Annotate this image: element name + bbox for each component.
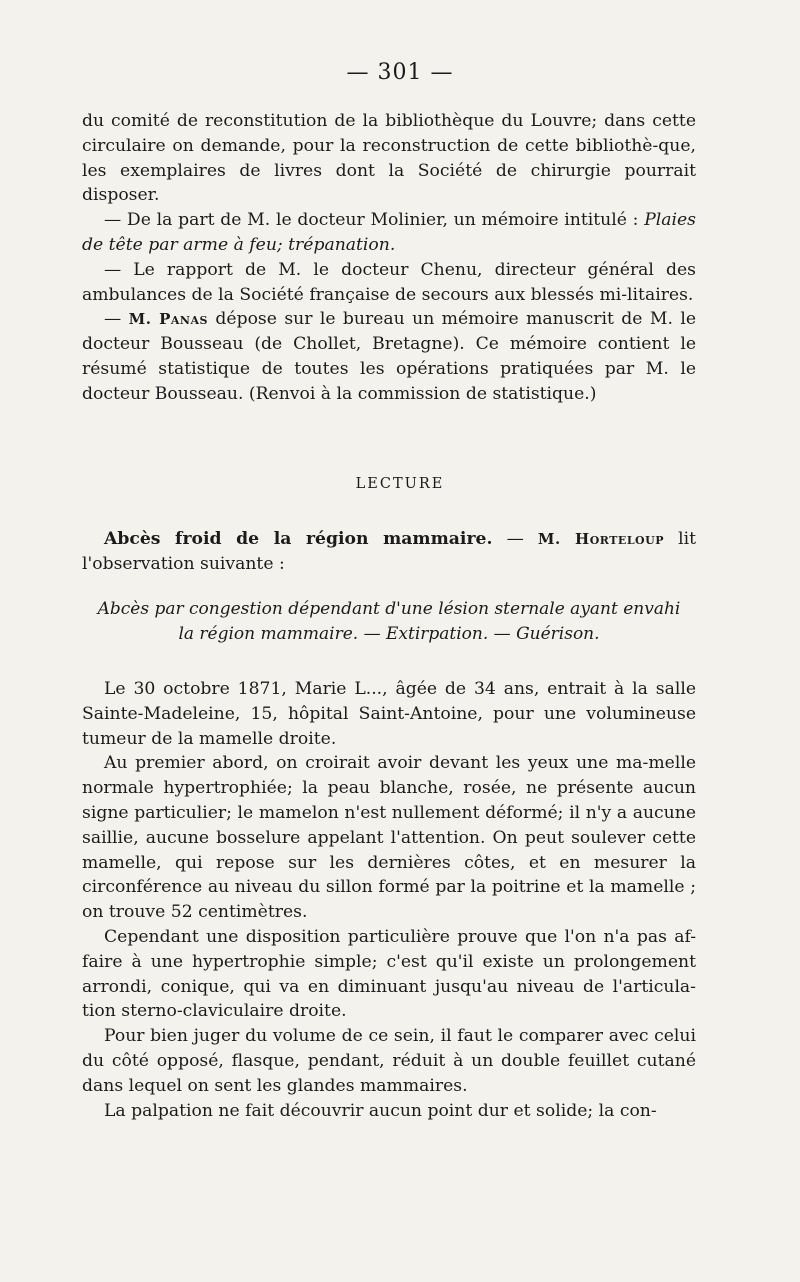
reading-intro	[82, 527, 696, 577]
reading-text: lit l'observation suivante :	[82, 529, 697, 574]
observation-title-line-1: Abcès par congestion dépendant d'une lésion sternale ayant envahi	[97, 599, 681, 619]
panas-name: M. Panas	[128, 310, 208, 329]
upper-text-block	[82, 109, 696, 407]
reading-dash: —	[506, 529, 524, 549]
reading-intro-block	[82, 527, 696, 577]
observation-body	[82, 677, 696, 1123]
body-paragraph-2: Au premier abord, on croirait avoir devant les yeux une ma-melle normale hypertrophiée; la peau blanche, rosée, ne présente aucun signe particulier; le mamelon n'est nullement déformé; il n'y a aucune saillie, aucune bosselure appelant l'attention. On peut soulever cette mamelle, qui repose sur les dernières côtes, et en mesurer la circonférence au niveau du sillon formé par la poitrine et la mamelle ; on trouve 52 centimètres.	[82, 753, 696, 923]
body-paragraph-5: La palpation ne fait découvrir aucun point dur et solide; la con-	[104, 1100, 657, 1121]
reading-title: Abcès froid de la région mammaire.	[104, 529, 493, 549]
body-paragraph-3: Cependant une disposition particulière prouve que l'on n'a pas af-faire à une hypertrophie simple; c'est qu'il existe un prolongement arrondi, conique, qui va en diminuant jusqu'au niveau de l'articula-tion sterno-claviculaire droite.	[82, 926, 696, 1022]
observation-title	[82, 597, 696, 647]
panas-text: dépose sur le bureau un mémoire manuscrit de M. le docteur Bousseau (de Chollet, Bretagne). Ce mémoire contient le résumé statistique de toutes les opérations pratiquées par M. le docteur Bousseau. (Renvoi à la commission de statistique.)	[82, 309, 696, 404]
panas-item	[82, 307, 696, 406]
molinier-text: — De la part de M. le docteur Molinier, un mémoire intitulé :	[104, 210, 639, 231]
chenu-item: — Le rapport de M. le docteur Chenu, directeur général des ambulances de la Société française de secours aux blessés mi-litaires.	[82, 259, 696, 305]
body-paragraph-4: Pour bien juger du volume de ce sein, il faut le comparer avec celui du côté opposé, flasque, pendant, réduit à un double feuillet cutané dans lequel on sent les glandes mammaires.	[82, 1026, 696, 1096]
body-paragraph-1: Le 30 octobre 1871, Marie L..., âgée de 34 ans, entrait à la salle Sainte-Madeleine, 15, hôpital Saint-Antoine, pour une volumineuse tumeur de la mamelle droite.	[82, 679, 696, 749]
molinier-item	[82, 208, 696, 258]
page-number: — 301 —	[346, 60, 454, 85]
panas-dash: —	[104, 309, 122, 330]
continuation-paragraph: du comité de reconstitution de la bibliothèque du Louvre; dans cette circulaire on demande, pour la reconstruction de cette bibliothè-que, les exemplaires de livres dont la Société de chirurgie pourrait disposer.	[82, 111, 696, 206]
section-heading: LECTURE	[355, 476, 445, 492]
molinier-title: Plaies de tête par arme à feu; trépanation.	[82, 210, 696, 255]
reading-author: M. Horteloup	[537, 530, 664, 548]
observation-title-line-2: la région mammaire. — Extirpation. — Guérison.	[178, 624, 600, 644]
